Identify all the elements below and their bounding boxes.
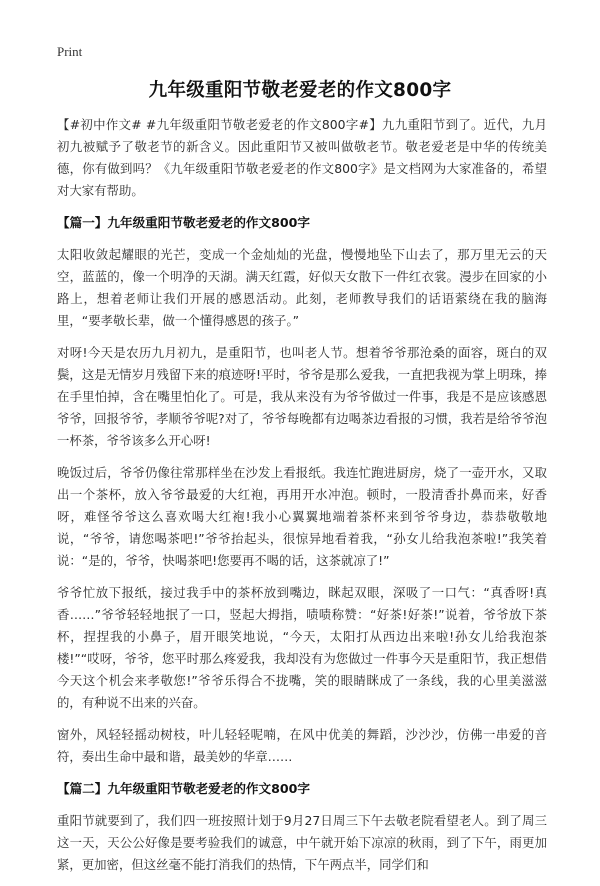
paragraph: 太阳收敛起耀眼的光芒，变成一个金灿灿的光盘，慢慢地坠下山去了，那万里无云的天空，蓝蓝的，像一个明净的天湖。满天红霞，好似天女散下一件红衣裳。漫步在回家的小路上，想着老师让我们开展的感恩活动。此刻，老师教导我们的话语萦绕在我的脑海里，“要孝敬长辈，做一个懂得感恩的孩子。” bbox=[57, 247, 547, 328]
paragraph: 重阳节就要到了，我们四一班按照计划于9月27日周三下午去敬老院看望老人。到了周三这一天，天公公好像是要考验我们的诚意，中午就开始下凉凉的秋雨，到了下午，雨更加紧，更加密，但这丝毫不能打消我们的热情，下午两点半，同学们和 bbox=[57, 813, 547, 872]
intro-paragraph: 【#初中作文# #九年级重阳节敬老爱老的作文800字#】九九重阳节到了。近代，九月初九被赋予了敬老节的新含义。因此重阳节又被叫做敬老节。敬老爱老是中华的传统美德，你有做到吗？《九年级重阳节敬老爱老的作文800字》是文档网为大家准备的，希望对大家有帮助。 bbox=[57, 117, 547, 198]
paragraph: 对呀!今天是农历九月初九，是重阳节，也叫老人节。想着爷爷那沧桑的面容，斑白的双鬓，这是无情岁月残留下来的痕迹呀!平时，爷爷是那么爱我，一直把我视为掌上明珠，捧在手里怕掉，含在嘴里怕化了。可是，我从来没有为爷爷做过一件事，我是不是应该感恩爷爷，回报爷爷，孝顺爷爷呢?对了，爷爷每晚都有边喝茶边看报的习惯，我若是给爷爷泡一杯茶，爷爷该多么开心呀! bbox=[57, 345, 547, 448]
section-heading-1: 【篇一】九年级重阳节敬老爱老的作文800字 bbox=[57, 215, 310, 230]
paragraph: 晚饭过后，爷爷仍像往常那样坐在沙发上看报纸。我连忙跑进厨房，烧了一壶开水，又取出一个茶杯，放入爷爷最爱的大红袍，再用开水冲泡。顿时，一股清香扑鼻而来，好香呀，难怪爷爷这么喜欢喝大红袍!我小心翼翼地端着茶杯来到爷爷身边，恭恭敬敬地说，“爷爷，请您喝茶吧!”爷爷抬起头，很惊异地看着我，“孙女儿给我泡茶啦!”我笑着说：“是的，爷爷，快喝茶吧!您要再不喝的话，这茶就凉了!” bbox=[57, 465, 547, 568]
paragraph: 窗外，风轻轻摇动树枝，叶儿轻轻呢喃，在风中优美的舞蹈，沙沙沙，仿佛一串爱的音符，奏出生命中最和谐，最美妙的华章…… bbox=[57, 727, 547, 764]
article-body bbox=[57, 114, 547, 886]
page-title: 九年级重阳节敬老爱老的作文800字 bbox=[148, 80, 452, 101]
print-label[interactable]: Print bbox=[57, 44, 83, 59]
section-heading-2: 【篇二】九年级重阳节敬老爱老的作文800字 bbox=[57, 781, 310, 796]
paragraph: 爷爷忙放下报纸，接过我手中的茶杯放到嘴边，眯起双眼，深吸了一口气：“真香呀!真香……”爷爷轻轻地抿了一口，竖起大拇指，啧啧称赞：“好茶!好茶!”说着，爷爷放下茶杯，捏捏我的小鼻子，眉开眼笑地说，“今天，太阳打从西边出来啦!孙女儿给我泡茶楼!”“哎呀，爷爷，您平时那么疼爱我，我却没有为您做过一件事今天是重阳节，我正想借今天这个机会来孝敬您!”爷爷乐得合不拢嘴，笑的眼睛眯成了一条线，我的心里美滋滋的，有种说不出来的兴奋。 bbox=[57, 585, 547, 710]
